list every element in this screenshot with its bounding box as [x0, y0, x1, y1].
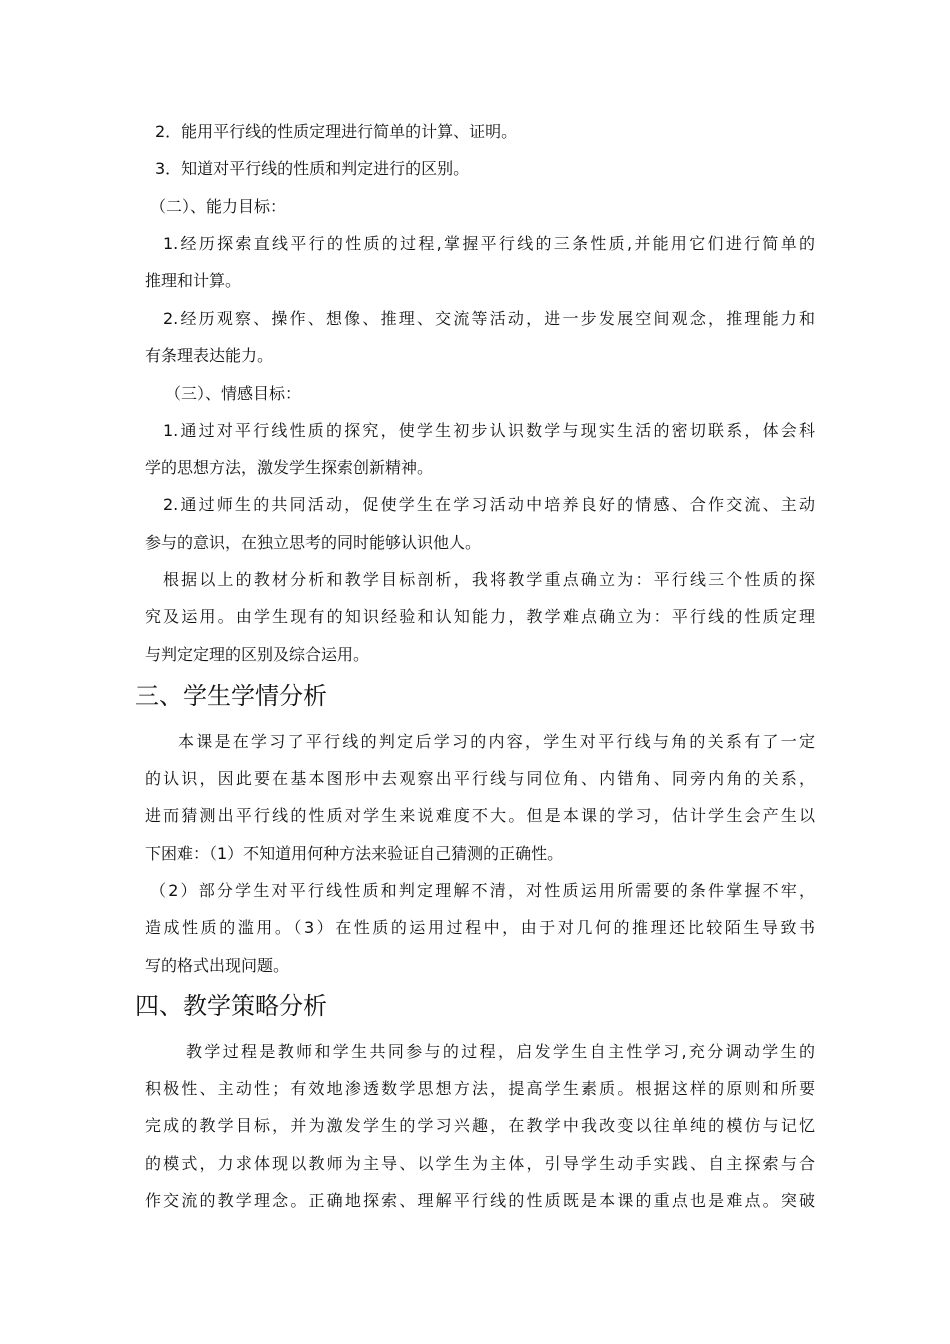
goal-item-2: 2．能用平行线的性质定理进行简单的计算、证明。: [155, 122, 518, 141]
section-4-line2: 积极性、主动性；有效地渗透数学思想方法，提高学生素质。根据这样的原则和所要: [145, 1079, 815, 1098]
emotion-goal-2-line1: 2.通过师生的共同活动，促使学生在学习活动中培养良好的情感、合作交流、主动: [163, 495, 815, 514]
section-3-line5: （2）部分学生对平行线性质和判定理解不清，对性质运用所需要的条件掌握不牢，: [150, 881, 815, 900]
section-3-line7: 写的格式出现问题。: [145, 956, 290, 975]
ability-goal-2-line2: 有条理表达能力。: [145, 346, 274, 365]
ability-goal-1-line1: 1.经历探索直线平行的性质的过程,掌握平行线的三条性质,并能用它们进行简单的: [163, 234, 815, 253]
ability-goal-1-line2: 推理和计算。: [145, 271, 242, 290]
section-4-line1: 教学过程是教师和学生共同参与的过程，启发学生自主性学习,充分调动学生的: [186, 1042, 815, 1061]
section-4-line3: 完成的教学目标，并为激发学生的学习兴趣，在教学中我改变以往单纯的模仿与记忆: [145, 1116, 815, 1135]
emotion-goals-heading: （三）、情感目标：: [165, 384, 302, 403]
section-3-line3: 进而猜测出平行线的性质对学生来说难度不大。但是本课的学习，估计学生会产生以: [145, 806, 815, 825]
goal-item-3: 3．知道对平行线的性质和判定进行的区别。: [155, 159, 470, 178]
section-3-line2: 的认识，因此要在基本图形中去观察出平行线与同位角、内错角、同旁内角的关系，: [145, 769, 815, 788]
ability-goals-heading: （二）、能力目标：: [150, 197, 287, 216]
emotion-goal-2-line2: 参与的意识，在独立思考的同时能够认识他人。: [145, 533, 482, 552]
key-difficult-points-line1: 根据以上的教材分析和教学目标剖析，我将教学重点确立为：平行线三个性质的探: [163, 570, 815, 589]
section-3-line1: 本课是在学习了平行线的判定后学习的内容，学生对平行线与角的关系有了一定: [178, 732, 815, 751]
emotion-goal-1-line2: 学的思想方法，激发学生探索创新精神。: [145, 458, 434, 477]
section-3-heading: 三、学生学情分析: [135, 682, 327, 710]
section-3-line4: 下困难：（1）不知道用何种方法来验证自己猜测的正确性。: [145, 844, 564, 863]
section-4-line5: 作交流的教学理念。正确地探索、理解平行线的性质既是本课的重点也是难点。突破: [145, 1191, 815, 1210]
key-difficult-points-line3: 与判定定理的区别及综合运用。: [145, 645, 370, 664]
emotion-goal-1-line1: 1.通过对平行线性质的探究，使学生初步认识数学与现实生活的密切联系，体会科: [163, 421, 815, 440]
section-4-heading: 四、教学策略分析: [135, 992, 327, 1020]
section-3-line6: 造成性质的滥用。（3）在性质的运用过程中，由于对几何的推理还比较陌生导致书: [145, 918, 815, 937]
section-4-line4: 的模式，力求体现以教师为主导、以学生为主体，引导学生动手实践、自主探索与合: [145, 1154, 815, 1173]
ability-goal-2-line1: 2.经历观察、操作、想像、推理、交流等活动，进一步发展空间观念，推理能力和: [163, 309, 815, 328]
key-difficult-points-line2: 究及运用。由学生现有的知识经验和认知能力，教学难点确立为：平行线的性质定理: [145, 607, 815, 626]
